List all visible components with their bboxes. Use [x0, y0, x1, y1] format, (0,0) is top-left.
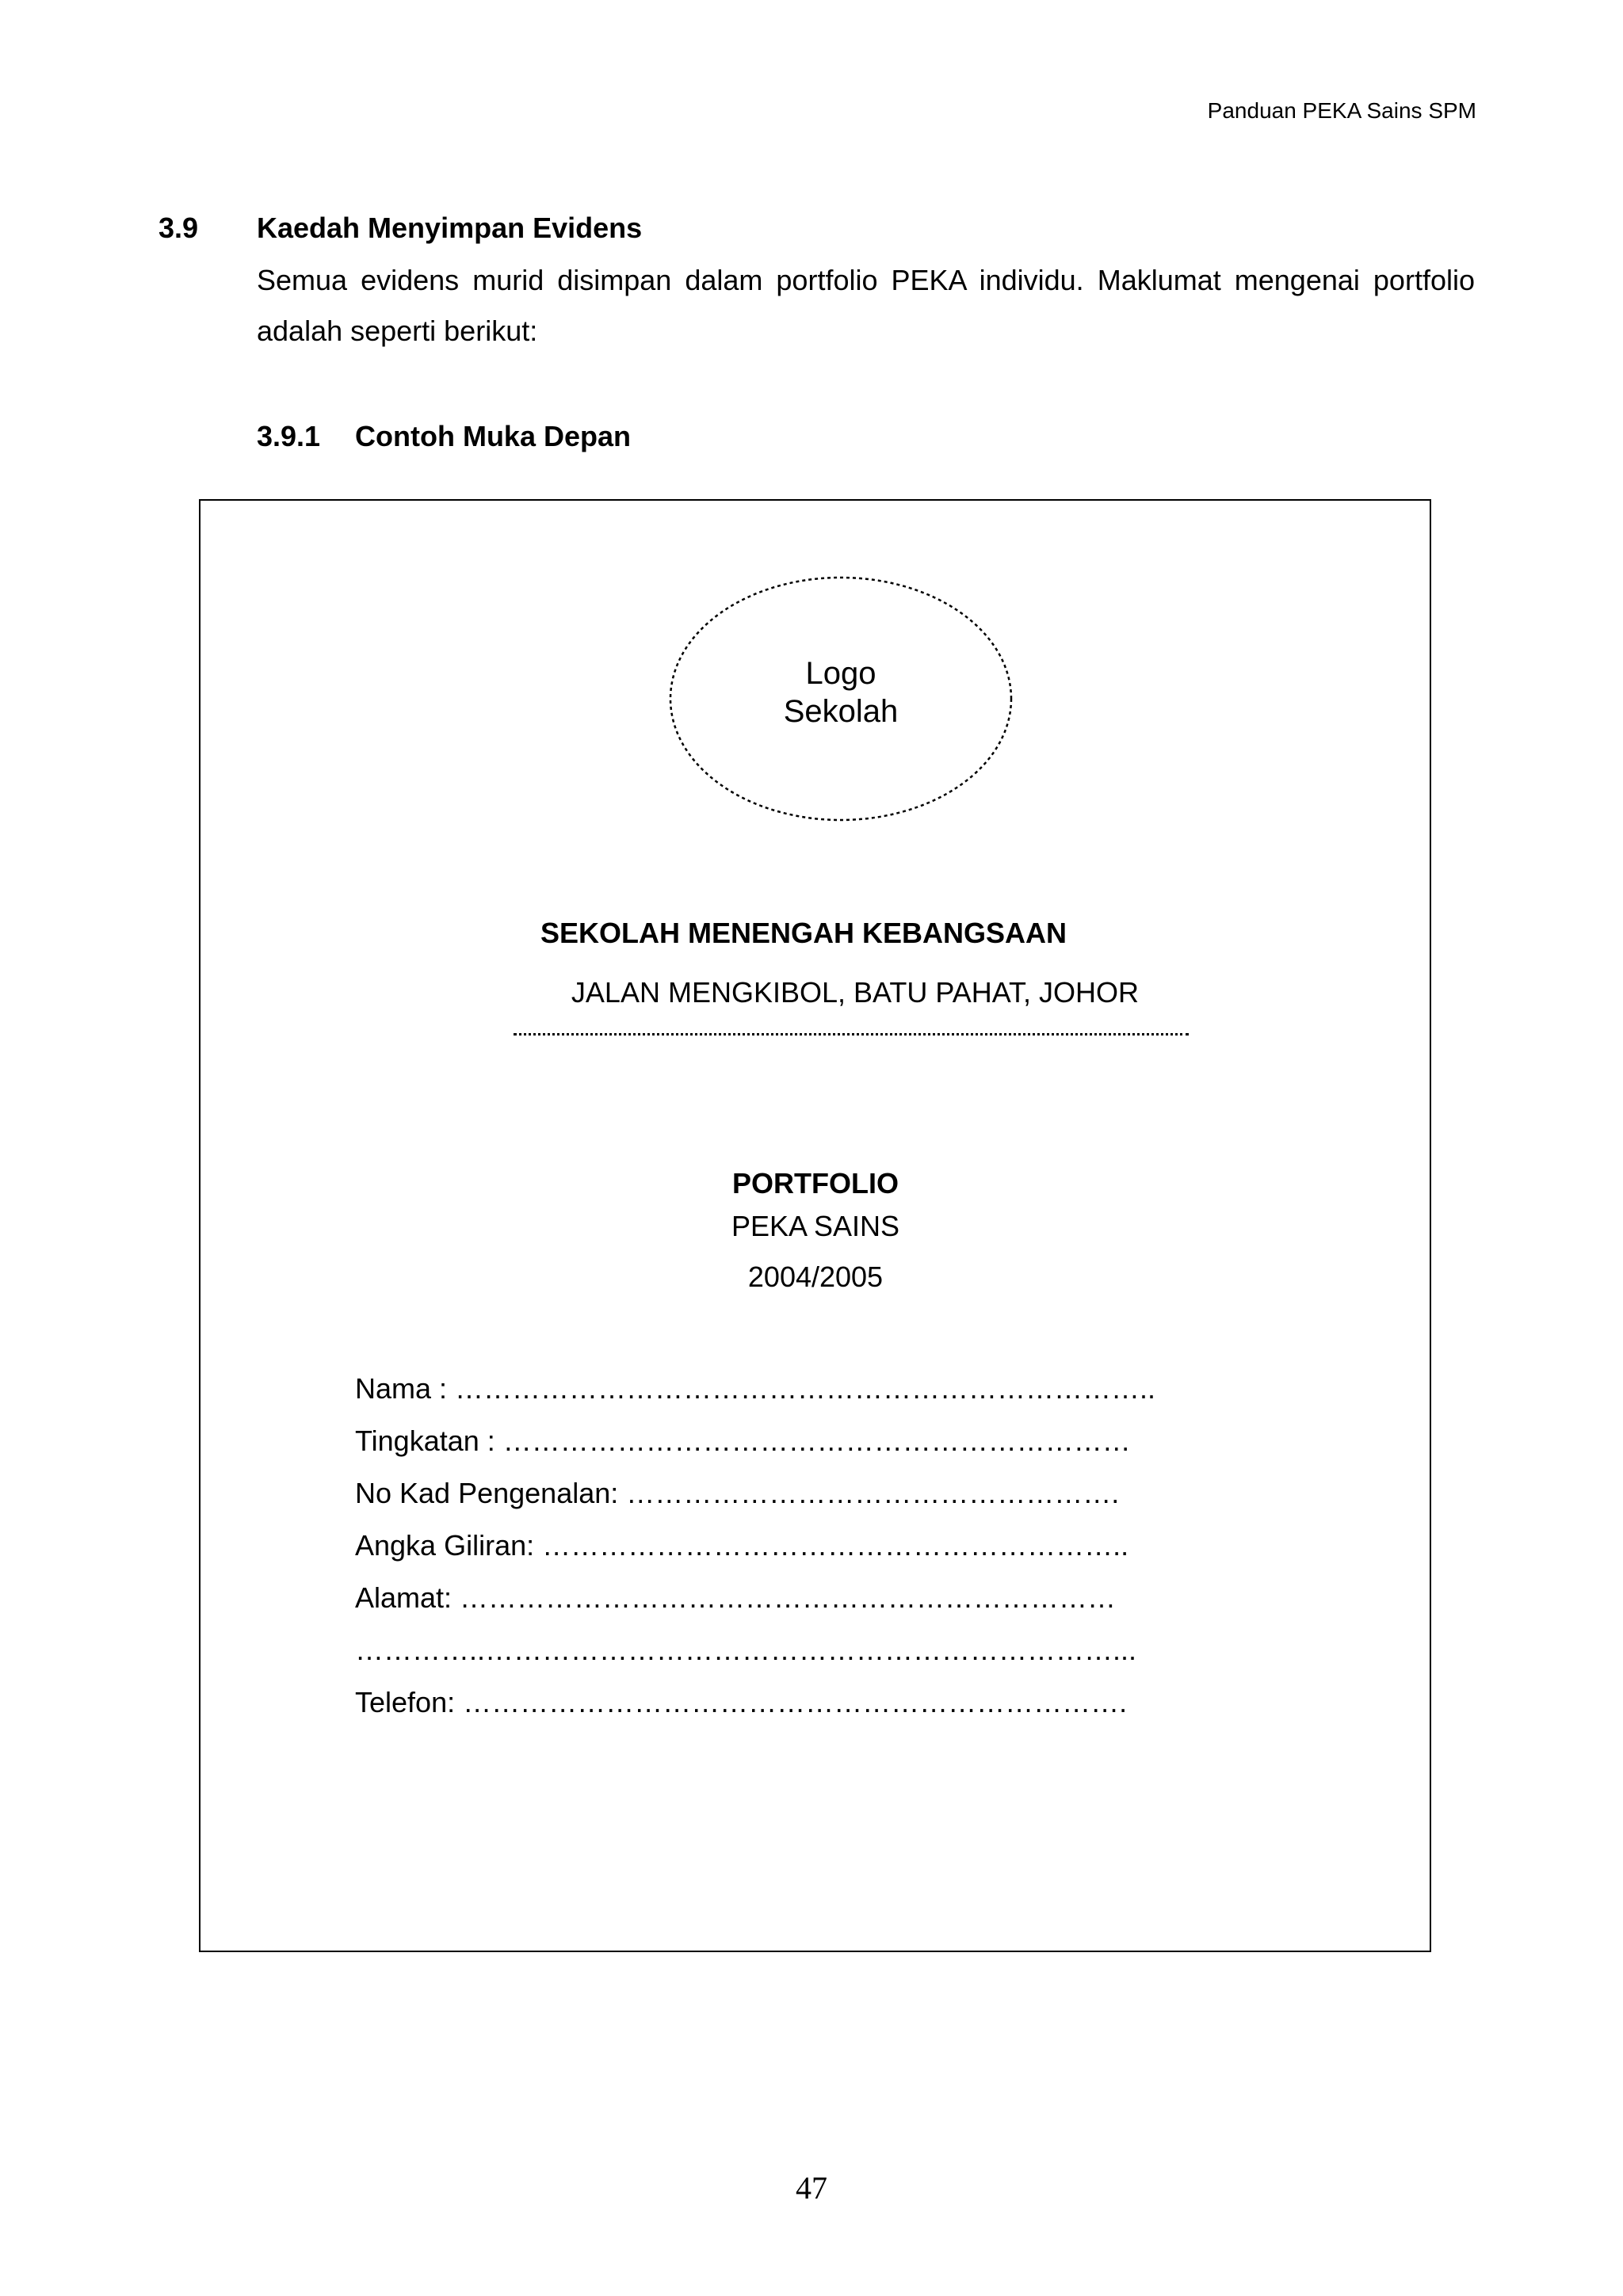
logo-label-line2: Sekolah: [783, 694, 899, 729]
field-alamat-continued: …………..…………………………………………………………...: [355, 1634, 1137, 1666]
running-header: Panduan PEKA Sains SPM: [1207, 98, 1476, 123]
subsection-number: 3.9.1: [257, 420, 321, 452]
field-tingkatan: Tingkatan : …………………………………………………………: [355, 1425, 1131, 1457]
portfolio-subject: PEKA SAINS: [731, 1210, 900, 1242]
portfolio-year: 2004/2005: [747, 1261, 884, 1293]
address-dotted-rule: [514, 1033, 1189, 1035]
school-address: JALAN MENGKIBOL, BATU PAHAT, JOHOR: [571, 976, 1140, 1009]
field-telefon: Telefon: …………………………………………………………….: [355, 1686, 1128, 1718]
section-title: Kaedah Menyimpan Evidens: [257, 212, 643, 244]
portfolio-title: PORTFOLIO: [732, 1167, 899, 1199]
logo-placeholder-label: [668, 654, 1014, 730]
field-no-kad-pengenalan: No Kad Pengenalan: …………………………………………….: [355, 1477, 1120, 1509]
subsection-title: Contoh Muka Depan: [355, 420, 631, 452]
page-number: 47: [796, 2170, 827, 2206]
logo-label-line1: Logo: [805, 656, 876, 691]
school-name: SEKOLAH MENENGAH KEBANGSAAN: [540, 917, 1067, 949]
student-details-form: [355, 1363, 1274, 1729]
field-alamat: Alamat: ……………………………………………………………: [355, 1581, 1117, 1614]
field-nama: Nama : ………………………………………………………………..: [355, 1372, 1156, 1405]
section-number: 3.9: [158, 212, 199, 244]
field-angka-giliran: Angka Giliran: ……………………………………………………..: [355, 1529, 1129, 1562]
section-body: Semua evidens murid disimpan dalam portfolio PEKA individu. Maklumat mengenai portfolio adalah seperti berikut:: [257, 264, 1475, 347]
